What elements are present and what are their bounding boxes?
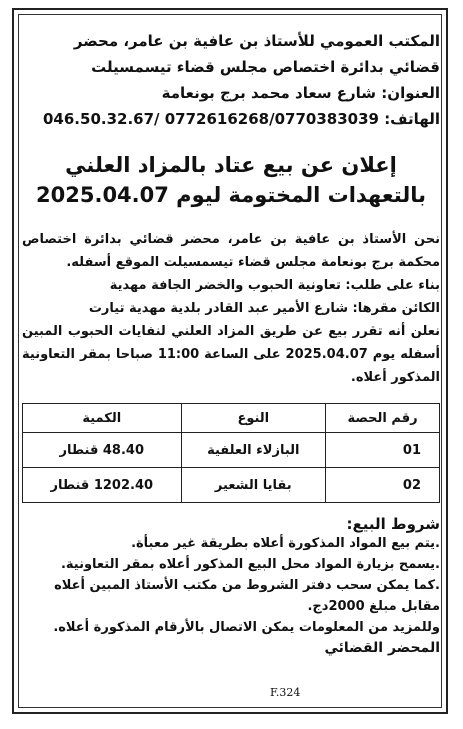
signature: المحضر القضائي (324, 640, 440, 656)
office-line-1: المكتب العمومي للأستاذ بن عافية بن عامر، محضر (73, 32, 440, 50)
lots-table (22, 403, 440, 503)
conditions-title: شروط البيع: (346, 515, 440, 533)
notice-content (22, 28, 440, 656)
lot-quantity-cell: 48.40 قنطار (23, 433, 182, 468)
table-row (23, 433, 440, 468)
office-address: العنوان: شارع سعاد محمد برج بونعامة (161, 84, 440, 102)
announcement-title (22, 150, 440, 210)
table-row (23, 468, 440, 503)
lot-type-cell: بقايا الشعير (181, 468, 326, 503)
table-header-row (23, 404, 440, 433)
header-quantity: الكمية (23, 404, 182, 433)
notice-body (22, 228, 440, 389)
reference-code: F.324 (270, 686, 301, 699)
condition-item: .يسمح بزيارة المواد محل البيع المذكور أعلاه بمقر التعاونية. (60, 557, 440, 572)
conditions-list (22, 533, 440, 638)
office-phone-line (22, 106, 440, 132)
body-paragraph-2: بناء على طلب: تعاونية الحبوب والخضر الجافة مهدية (109, 278, 440, 293)
condition-item: .يتم بيع المواد المذكورة أعلاه بطريقة غير معبأة. (131, 536, 440, 551)
body-paragraph-4: نعلن أنه تقرر بيع عن طريق المزاد العلني لنفايات الحبوب المبين أسفله يوم 2025.04.07 على الساعة 11:00 صباحا بمقر التعاونية المذكور أعلاه. (22, 324, 440, 385)
lot-type-cell: البازلاء العلفية (181, 433, 326, 468)
body-paragraph-1: نحن الأستاذ بن عافية بن عامر، محضر قضائي بدائرة اختصاص محكمة برج بونعامة مجلس قضاء تيسمسيلت الموقع أسفله. (22, 232, 440, 270)
announcement-title-line-1: إعلان عن بيع عتاد بالمزاد العلني (65, 153, 397, 177)
condition-item: .كما يمكن سحب دفتر الشروط من مكتب الأستاذ المبين أعلاه مقابل مبلغ 2000دج. (54, 578, 440, 614)
lot-number-cell: 02 (326, 468, 440, 503)
header-lot-number: رقم الحصة (326, 404, 440, 433)
phone-label: الهاتف: (384, 110, 440, 128)
lot-quantity-cell: 1202.40 قنطار (23, 468, 182, 503)
phone-numbers: 046.50.32.67/ 0772616268/0770383039 (43, 110, 379, 128)
lot-number-cell: 01 (326, 433, 440, 468)
office-line-2: قضائي بدائرة اختصاص مجلس قضاء تيسمسيلت (91, 58, 440, 76)
office-header (22, 28, 440, 132)
condition-item: وللمزيد من المعلومات يمكن الاتصال بالأرقام المذكورة أعلاه. (53, 620, 440, 635)
header-type: النوع (181, 404, 326, 433)
body-paragraph-3: الكائن مقرها: شارع الأمير عبد القادر بلدية مهدية تيارت (88, 301, 440, 316)
announcement-title-line-2: بالتعهدات المختومة ليوم 2025.04.07 (36, 183, 426, 207)
